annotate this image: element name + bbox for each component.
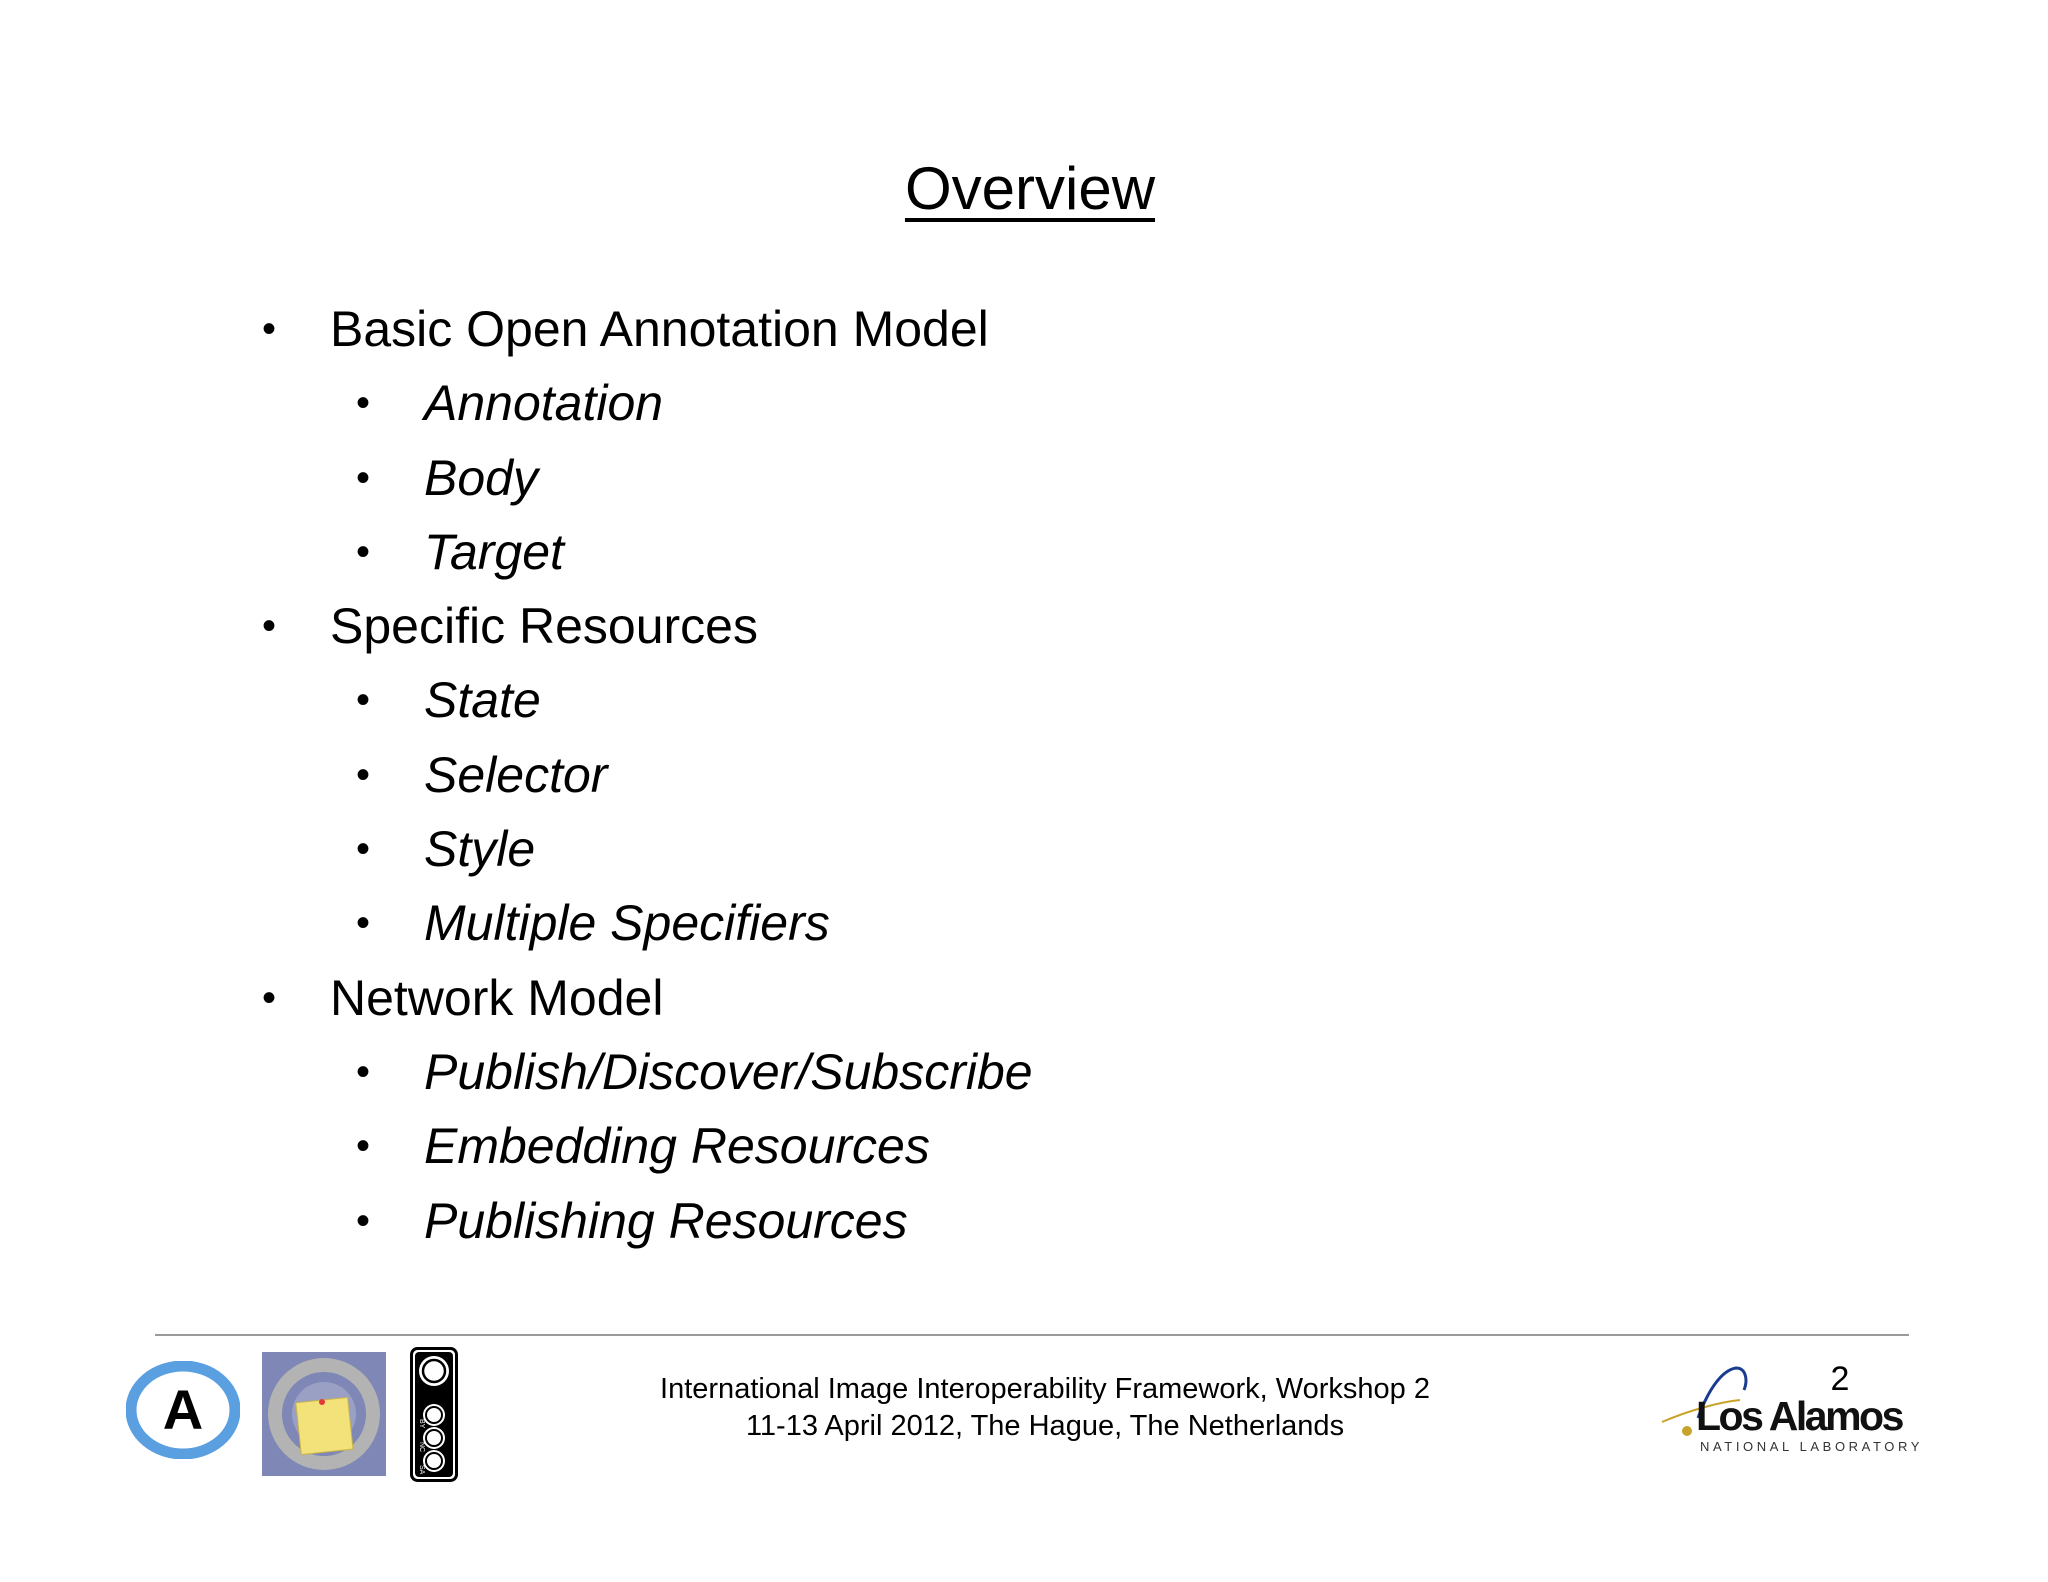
- bullet-icon: •: [262, 307, 277, 351]
- los-alamos-logo: [1660, 1360, 1923, 1460]
- list-item: [0, 589, 1500, 663]
- list-item-text: Body: [424, 449, 538, 506]
- list-item: [0, 515, 1500, 589]
- list-item: [0, 366, 1500, 440]
- bullet-icon: •: [262, 975, 277, 1020]
- bullet-icon: •: [356, 381, 371, 426]
- lanl-subtitle: NATIONAL LABORATORY: [1700, 1439, 1923, 1454]
- list-item-text: Annotation: [424, 375, 664, 432]
- bullet-icon: •: [356, 1198, 371, 1243]
- footer-line-1: International Image Interoperability Framework, Workshop 2: [660, 1373, 1430, 1405]
- list-item: [0, 812, 1500, 886]
- list-item: [0, 441, 1500, 515]
- annotation-logo-icon: [126, 1361, 240, 1459]
- cc-term-by: BY: [418, 1419, 425, 1429]
- cc-term-sa: SA: [418, 1465, 425, 1475]
- list-item-text: Embedding Resources: [424, 1118, 930, 1175]
- footer-caption: [540, 1371, 1550, 1445]
- list-item: [0, 663, 1500, 737]
- bullet-icon: •: [356, 1049, 371, 1094]
- list-item: [0, 961, 1500, 1035]
- bullet-icon: •: [356, 901, 371, 946]
- list-item: [0, 1109, 1500, 1183]
- outline-list: [0, 292, 1500, 1258]
- lanl-name: Los Alamos: [1696, 1393, 1902, 1439]
- bullet-icon: •: [262, 604, 277, 649]
- cc-term-nc: NC: [418, 1442, 425, 1453]
- list-item-text: Selector: [424, 746, 608, 803]
- footer-line-2: 11-13 April 2012, The Hague, The Netherlands: [745, 1410, 1345, 1442]
- list-item-text: Style: [424, 821, 536, 878]
- list-item: [0, 1035, 1500, 1109]
- slide-title: Overview: [904, 155, 1156, 222]
- bullet-icon: •: [356, 752, 371, 797]
- list-item-text: Multiple Specifiers: [424, 895, 830, 952]
- list-item: [0, 292, 1500, 366]
- list-item-text: Basic Open Annotation Model: [330, 301, 989, 357]
- annotation-logo-letter: A: [162, 1378, 204, 1441]
- bullet-icon: •: [356, 678, 371, 723]
- cc-license-badge-icon: [410, 1347, 458, 1482]
- list-item-text: Target: [424, 523, 564, 580]
- list-item-text: State: [424, 672, 541, 729]
- list-item-text: Network Model: [330, 969, 664, 1026]
- list-item-text: Specific Resources: [330, 598, 758, 655]
- list-item-text: Publish/Discover/Subscribe: [424, 1043, 1033, 1100]
- page-number: 2: [1830, 1360, 1850, 1398]
- bullet-icon: •: [356, 529, 371, 574]
- list-item: [0, 738, 1500, 812]
- footer-divider: [155, 1334, 1909, 1336]
- bullet-icon: •: [356, 455, 371, 500]
- sticky-note-logo-icon: [262, 1352, 386, 1476]
- bullet-icon: •: [356, 827, 371, 872]
- list-item-text: Publishing Resources: [424, 1192, 908, 1249]
- bullet-icon: •: [356, 1124, 371, 1169]
- list-item: [0, 1184, 1500, 1258]
- list-item: [0, 886, 1500, 960]
